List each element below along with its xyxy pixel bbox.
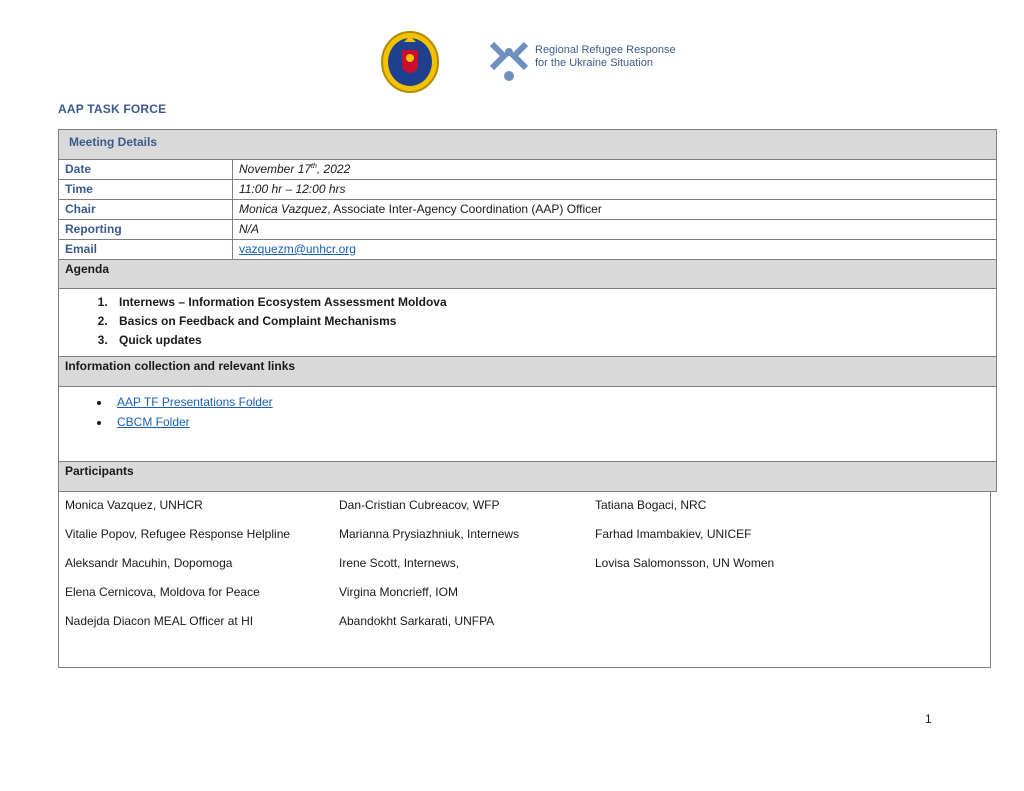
participants-col-2 bbox=[339, 498, 519, 643]
regional-refugee-response-logo bbox=[488, 40, 678, 86]
participant: Lovisa Salomonsson, UN Women bbox=[595, 556, 775, 570]
chair-value: Monica Vazquez, Associate Inter-Agency Coordination (AAP) Officer bbox=[239, 202, 602, 216]
agenda-heading: Agenda bbox=[58, 260, 997, 289]
row-label: Chair bbox=[59, 200, 233, 219]
participant: Nadejda Diacon MEAL Officer at HI bbox=[65, 614, 254, 628]
participants-col-1 bbox=[65, 498, 290, 643]
links-list bbox=[59, 387, 996, 435]
list-item: 2. Basics on Feedback and Complaint Mechanisms bbox=[111, 314, 996, 333]
row-label: Date bbox=[59, 160, 233, 179]
participant: Virgina Moncrieff, IOM bbox=[339, 585, 458, 599]
participant: Marianna Prysiazhniuk, Internews bbox=[339, 527, 520, 541]
participant: Monica Vazquez, UNHCR bbox=[65, 498, 203, 512]
logo-text-line2: for the Ukraine Situation bbox=[535, 57, 654, 69]
participant: Elena Cernicova, Moldova for Peace bbox=[65, 585, 260, 599]
logo-text-line1: Regional Refugee Response bbox=[535, 44, 676, 56]
email-cell bbox=[233, 240, 996, 259]
participant: Dan-Cristian Cubreacov, WFP bbox=[339, 498, 500, 512]
cbcm-folder-link[interactable]: CBCM Folder bbox=[117, 415, 190, 429]
reporting-value: N/A bbox=[239, 222, 260, 236]
presentations-folder-link[interactable]: AAP TF Presentations Folder bbox=[117, 395, 273, 409]
meeting-table bbox=[58, 129, 997, 668]
list-item: 3. Quick updates bbox=[111, 333, 996, 352]
participant: Abandokht Sarkarati, UNFPA bbox=[339, 614, 495, 628]
participants-box bbox=[58, 492, 991, 668]
rrr-x-icon bbox=[488, 40, 530, 84]
participants-heading: Participants bbox=[58, 462, 997, 492]
date-value: November 17th, 2022 bbox=[239, 162, 351, 176]
list-item bbox=[111, 415, 996, 435]
list-item bbox=[111, 395, 996, 415]
links-heading: Information collection and relevant links bbox=[58, 357, 997, 387]
participants-col-3 bbox=[595, 498, 774, 585]
participant: Tatiana Bogaci, NRC bbox=[595, 498, 707, 512]
table-row-chair bbox=[58, 200, 997, 220]
page-number: 1 bbox=[925, 712, 932, 726]
participant: Farhad Imambakiev, UNICEF bbox=[595, 527, 752, 541]
table-row-date bbox=[58, 160, 997, 180]
participant: Aleksandr Macuhin, Dopomoga bbox=[65, 556, 233, 570]
moldova-coat-of-arms-icon bbox=[380, 30, 440, 94]
header-logos bbox=[0, 30, 1024, 100]
time-value: 11:00 hr – 12:00 hrs bbox=[239, 182, 346, 196]
row-label: Reporting bbox=[59, 220, 233, 239]
list-item: 1. Internews – Information Ecosystem Assessment Moldova bbox=[111, 295, 996, 314]
agenda-box bbox=[58, 289, 997, 357]
page-title: AAP TASK FORCE bbox=[58, 102, 167, 116]
links-box bbox=[58, 387, 997, 462]
table-row-reporting bbox=[58, 220, 997, 240]
participant: Vitalie Popov, Refugee Response Helpline bbox=[65, 527, 291, 541]
email-link[interactable]: vazquezm@unhcr.org bbox=[239, 242, 356, 256]
row-label: Time bbox=[59, 180, 233, 199]
row-label: Email bbox=[59, 240, 233, 259]
agenda-list bbox=[59, 289, 996, 352]
participant: Irene Scott, Internews, bbox=[339, 556, 460, 570]
table-row-email bbox=[58, 240, 997, 260]
meeting-details-heading: Meeting Details bbox=[58, 129, 997, 160]
table-row-time bbox=[58, 180, 997, 200]
